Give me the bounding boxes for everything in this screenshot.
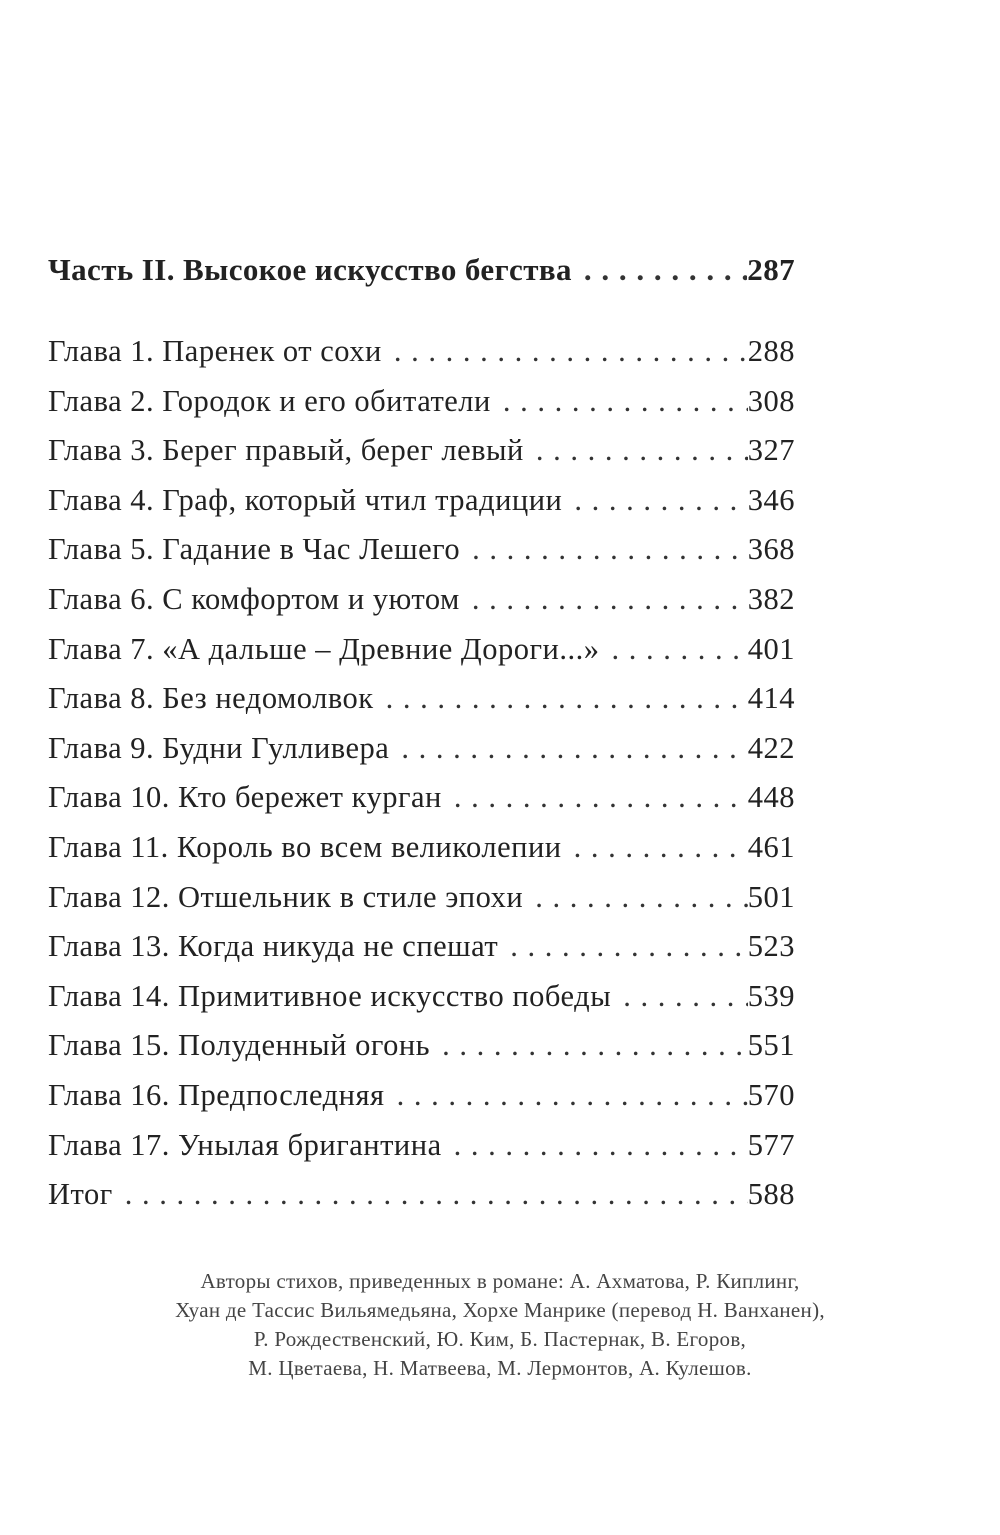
page-number: 461 bbox=[747, 829, 795, 864]
chapter-title: Глава 9. Будни Гулливера bbox=[48, 730, 390, 765]
toc-entry bbox=[48, 972, 795, 1022]
credits-line: Авторы стихов, приведенных в романе: А. Ахматова, Р. Киплинг, bbox=[200, 1269, 800, 1293]
part-title: Часть II. Высокое искусство бегства bbox=[48, 252, 572, 287]
toc-entry bbox=[48, 1121, 795, 1171]
part-heading bbox=[48, 252, 795, 288]
dot-leader bbox=[562, 476, 747, 526]
page-number: 570 bbox=[747, 1077, 795, 1112]
chapter-title: Глава 3. Берег правый, берег левый bbox=[48, 433, 524, 468]
page-number: 414 bbox=[747, 681, 795, 716]
dot-leader bbox=[599, 625, 747, 675]
chapter-title: Глава 5. Гадание в Час Лешего bbox=[48, 532, 461, 567]
chapter-title: Глава 6. С комфортом и уютом bbox=[48, 581, 460, 616]
dot-leader bbox=[389, 724, 747, 774]
page-number: 368 bbox=[747, 532, 795, 567]
chapter-title: Глава 8. Без недомолвок bbox=[48, 681, 374, 716]
dot-leader bbox=[524, 426, 748, 476]
toc-entry bbox=[48, 922, 795, 972]
page-number: 422 bbox=[747, 730, 795, 765]
page-number: 577 bbox=[747, 1127, 795, 1162]
toc-entry bbox=[48, 327, 795, 377]
chapter-title: Глава 11. Король во всем великолепии bbox=[48, 829, 562, 864]
dot-leader bbox=[562, 823, 748, 873]
chapter-title: Глава 12. Отшельник в стиле эпохи bbox=[48, 879, 524, 914]
dot-leader bbox=[374, 674, 748, 724]
toc-entry bbox=[48, 1071, 795, 1121]
page-number: 523 bbox=[747, 929, 795, 964]
chapter-title: Глава 7. «А дальше – Древние Дороги...» bbox=[48, 631, 600, 666]
page-number: 288 bbox=[747, 334, 795, 368]
page-number: 448 bbox=[747, 780, 795, 815]
page-number: 308 bbox=[747, 383, 795, 418]
page-number: 501 bbox=[747, 879, 795, 914]
toc-entry bbox=[48, 575, 795, 625]
chapter-title: Глава 1. Паренек от сохи bbox=[48, 334, 382, 368]
page-number: 382 bbox=[747, 581, 795, 616]
dot-leader bbox=[442, 1121, 748, 1171]
dot-leader bbox=[385, 1071, 748, 1121]
dot-leader bbox=[523, 873, 748, 923]
toc-entry bbox=[48, 1021, 795, 1071]
part-page-number: 287 bbox=[747, 252, 795, 287]
credits-line: Р. Рождественский, Ю. Ким, Б. Пастернак, В. Егоров, bbox=[253, 1327, 747, 1351]
toc-entry bbox=[48, 773, 795, 823]
dot-leader bbox=[430, 1021, 748, 1071]
chapter-list bbox=[48, 327, 795, 1220]
chapter-title: Глава 2. Городок и его обитатели bbox=[48, 383, 491, 418]
toc-entry bbox=[48, 625, 795, 675]
toc-entry bbox=[48, 674, 795, 724]
toc-entry bbox=[48, 873, 795, 923]
credits-line: М. Цветаева, Н. Матвеева, М. Лермонтов, А. Кулешов. bbox=[248, 1356, 752, 1380]
dot-leader bbox=[460, 575, 748, 625]
dot-leader bbox=[460, 525, 748, 575]
chapter-title: Глава 13. Когда никуда не спешат bbox=[48, 929, 499, 964]
page-number: 539 bbox=[747, 978, 795, 1013]
credits-line: Хуан де Тассис Вильямедьяна, Хорхе Манрике (перевод Н. Ванханен), bbox=[175, 1298, 825, 1322]
page-number: 327 bbox=[747, 433, 795, 468]
dot-leader bbox=[382, 327, 748, 377]
page-number: 346 bbox=[747, 482, 795, 517]
part-row bbox=[48, 252, 795, 288]
toc-entry bbox=[48, 525, 795, 575]
dot-leader bbox=[442, 773, 748, 823]
dot-leader bbox=[498, 922, 748, 972]
toc-entry bbox=[48, 476, 795, 526]
chapter-title: Глава 4. Граф, который чтил традиции bbox=[48, 482, 563, 517]
toc-entry bbox=[48, 823, 795, 873]
chapter-title: Глава 15. Полуденный огонь bbox=[48, 1028, 431, 1063]
chapter-title: Глава 14. Примитивное искусство победы bbox=[48, 978, 612, 1013]
chapter-title: Глава 17. Унылая бригантина bbox=[48, 1127, 442, 1162]
chapter-title: Итог bbox=[48, 1177, 113, 1212]
page-number: 588 bbox=[747, 1177, 795, 1212]
page-number: 401 bbox=[747, 631, 795, 666]
dot-leader bbox=[572, 252, 747, 288]
chapter-title: Глава 10. Кто бережет курган bbox=[48, 780, 442, 815]
dot-leader bbox=[491, 377, 748, 427]
chapter-title: Глава 16. Предпоследняя bbox=[48, 1077, 385, 1112]
poem-authors-note bbox=[40, 1267, 960, 1383]
toc-entry bbox=[48, 724, 795, 774]
page-number: 551 bbox=[747, 1028, 795, 1063]
toc-entry bbox=[48, 1170, 795, 1220]
dot-leader bbox=[611, 972, 748, 1022]
toc-entry bbox=[48, 426, 795, 476]
toc-entry bbox=[48, 377, 795, 427]
dot-leader bbox=[113, 1170, 748, 1220]
